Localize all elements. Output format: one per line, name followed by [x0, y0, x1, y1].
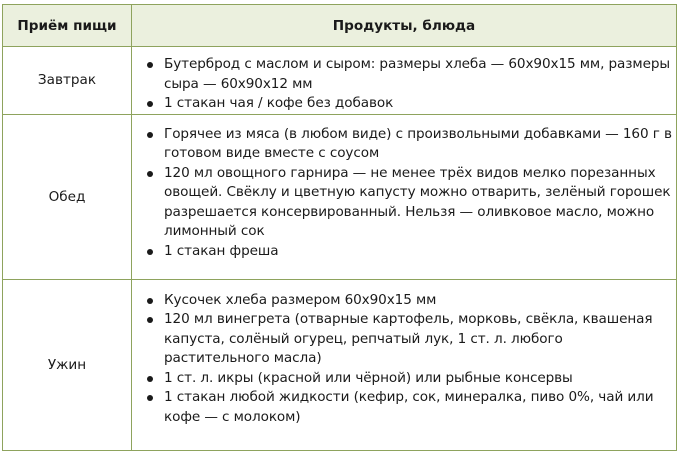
table-row-breakfast	[3, 47, 677, 115]
food-list-cell	[132, 114, 677, 279]
header-food: Продукты, блюда	[132, 5, 677, 47]
list-item: Бутерброд с маслом и сыром: размеры хлеба — 60х90х15 мм, размеры сыра — 60х90х12 мм	[164, 55, 672, 94]
list-item: 120 мл винегрета (отварные картофель, морковь, свёкла, квашеная капуста, солёный огурец, репчатый лук, 1 ст. л. любого растительного масла)	[164, 310, 672, 369]
meal-name: Ужин	[3, 279, 132, 450]
table-row-lunch	[3, 114, 677, 279]
header-row	[3, 5, 677, 47]
meal-name: Обед	[3, 114, 132, 279]
list-item: 1 стакан любой жидкости (кефир, сок, минералка, пиво 0%, чай или кофе — с молоком)	[164, 388, 672, 427]
meal-plan-table	[2, 4, 677, 451]
list-item: 1 стакан фреша	[164, 242, 672, 262]
list-item: Кусочек хлеба размером 60х90х15 мм	[164, 291, 672, 311]
meal-name: Завтрак	[3, 47, 132, 115]
list-item: Горячее из мяса (в любом виде) с произвольными добавками — 160 г в готовом виде вместе с соусом	[164, 125, 672, 164]
header-meal: Приём пищи	[3, 5, 132, 47]
food-list-cell	[132, 279, 677, 450]
table-row-dinner	[3, 279, 677, 450]
list-item: 1 стакан чая / кофе без добавок	[164, 94, 672, 114]
list-item: 120 мл овощного гарнира — не менее трёх видов мелко порезанных овощей. Свёклу и цветную капусту можно отварить, зелёный горошек разрешается консервированный. Нельзя — оливковое масло, можно лимонный сок	[164, 164, 672, 242]
food-list-cell	[132, 47, 677, 115]
list-item: 1 ст. л. икры (красной или чёрной) или рыбные консервы	[164, 369, 672, 389]
food-list	[132, 47, 676, 114]
food-list	[132, 280, 676, 428]
food-list	[132, 115, 676, 262]
